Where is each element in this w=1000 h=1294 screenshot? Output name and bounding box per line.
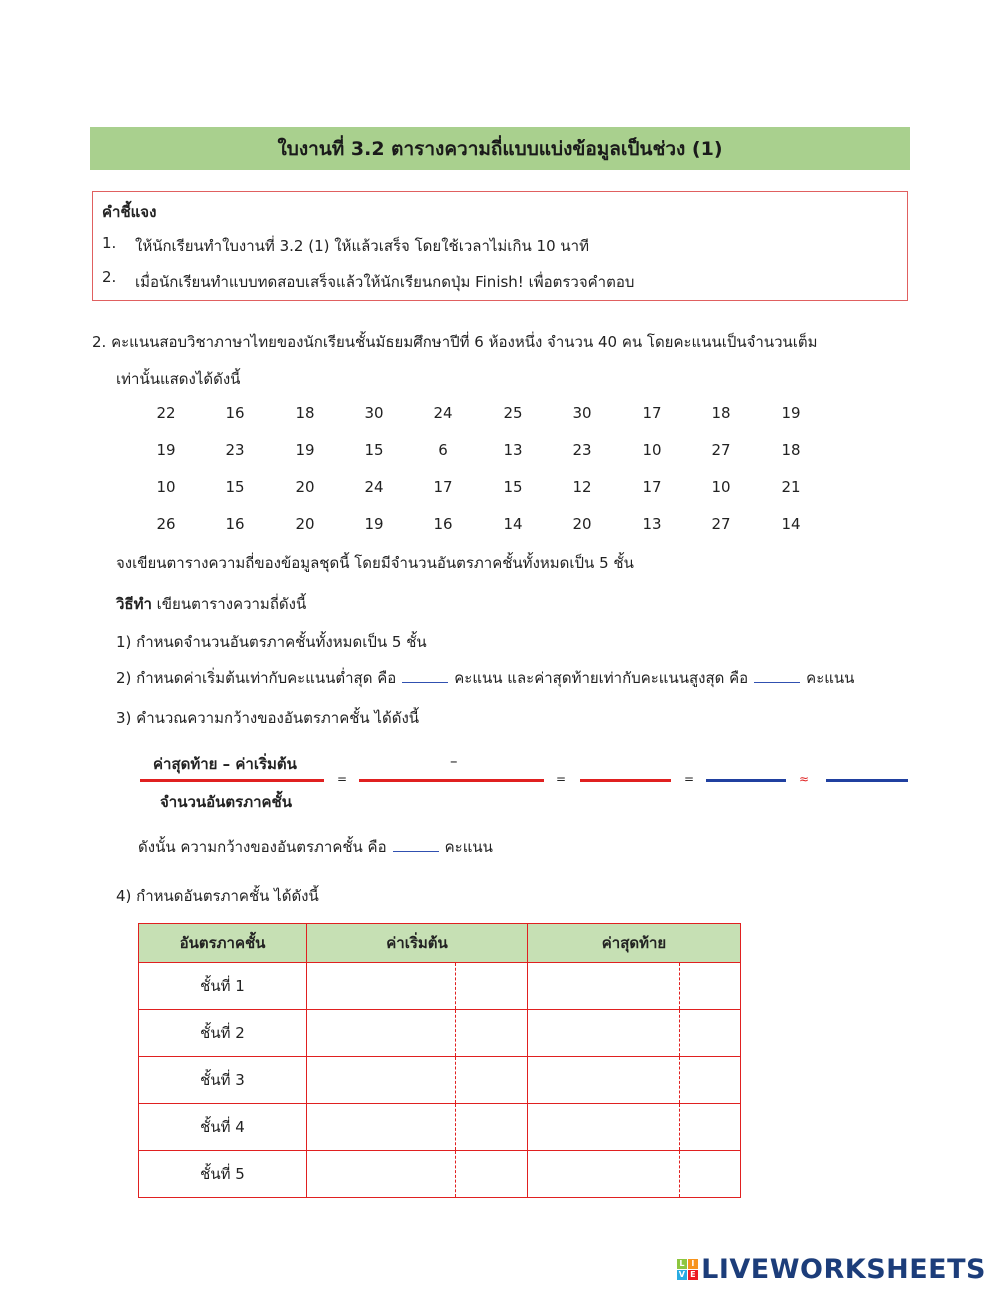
method-text: เขียนตารางความถี่ดังนี้ bbox=[151, 595, 307, 613]
start-value-cell-2[interactable] bbox=[456, 1151, 528, 1198]
interval-label: ชั้นที่ 1 bbox=[139, 963, 307, 1010]
score-value: 24 bbox=[364, 478, 384, 496]
score-value: 17 bbox=[433, 478, 453, 496]
score-value: 30 bbox=[572, 404, 592, 422]
end-value-cell-2[interactable] bbox=[680, 1104, 741, 1151]
score-value: 30 bbox=[364, 404, 384, 422]
step-4: 4) กำหนดอันตรภาคชั้น ได้ดังนี้ bbox=[116, 887, 319, 905]
instruction-text: ให้นักเรียนทำใบงานที่ 3.2 (1) ให้แล้วเสร็จ โดยใช้เวลาไม่เกิน 10 นาที bbox=[135, 237, 589, 255]
answer-blank[interactable] bbox=[706, 779, 786, 782]
score-value: 20 bbox=[572, 515, 592, 533]
score-value: 17 bbox=[642, 478, 662, 496]
score-value: 14 bbox=[781, 515, 801, 533]
equals-sign: = bbox=[556, 772, 567, 786]
start-value-cell-2[interactable] bbox=[456, 1010, 528, 1057]
formula-denominator: จำนวนอันตรภาคชั้น bbox=[160, 793, 292, 811]
minus-sign: – bbox=[450, 752, 458, 770]
step-2-text: คะแนน bbox=[806, 669, 855, 687]
step-2-text: 2) กำหนดค่าเริ่มต้นเท่ากับคะแนนต่ำสุด คือ bbox=[116, 669, 397, 687]
score-value: 16 bbox=[433, 515, 453, 533]
score-value: 18 bbox=[711, 404, 731, 422]
width-blank[interactable] bbox=[393, 837, 439, 852]
score-value: 10 bbox=[156, 478, 176, 496]
end-value-cell-2[interactable] bbox=[680, 1010, 741, 1057]
table-row bbox=[139, 1010, 741, 1057]
interval-label: ชั้นที่ 4 bbox=[139, 1104, 307, 1151]
score-value: 10 bbox=[711, 478, 731, 496]
end-value-cell-2[interactable] bbox=[680, 1151, 741, 1198]
table-row bbox=[139, 1104, 741, 1151]
worksheet-title: ใบงานที่ 3.2 ตารางความถี่แบบแบ่งข้อมูลเป็นช่วง (1) bbox=[90, 127, 910, 170]
logo-text: LIVEWORKSHEETS bbox=[701, 1254, 986, 1285]
start-value-cell[interactable] bbox=[307, 1104, 456, 1151]
score-value: 6 bbox=[438, 441, 448, 459]
interval-label: ชั้นที่ 5 bbox=[139, 1151, 307, 1198]
score-value: 23 bbox=[225, 441, 245, 459]
score-value: 10 bbox=[642, 441, 662, 459]
method-line bbox=[116, 592, 306, 616]
formula-numerator: ค่าสุดท้าย – ค่าเริ่มต้น bbox=[153, 755, 297, 773]
score-value: 24 bbox=[433, 404, 453, 422]
table-row bbox=[139, 1151, 741, 1198]
header-start: ค่าเริ่มต้น bbox=[307, 924, 528, 963]
score-value: 20 bbox=[295, 478, 315, 496]
start-value-cell[interactable] bbox=[307, 963, 456, 1010]
min-score-blank[interactable] bbox=[402, 668, 448, 683]
step-1: 1) กำหนดจำนวนอันตรภาคชั้นทั้งหมดเป็น 5 ชั้น bbox=[116, 633, 427, 651]
question-text-cont: เท่านั้นแสดงได้ดังนี้ bbox=[116, 370, 241, 388]
conclusion-text: คะแนน bbox=[444, 838, 493, 856]
equals-sign: = bbox=[337, 772, 348, 786]
score-value: 23 bbox=[572, 441, 592, 459]
score-value: 15 bbox=[364, 441, 384, 459]
score-value: 16 bbox=[225, 404, 245, 422]
score-value: 26 bbox=[156, 515, 176, 533]
interval-label: ชั้นที่ 2 bbox=[139, 1010, 307, 1057]
start-value-cell[interactable] bbox=[307, 1057, 456, 1104]
score-value: 12 bbox=[572, 478, 592, 496]
instruction-text: เมื่อนักเรียนทำแบบทดสอบเสร็จแล้วให้นักเรียนกดปุ่ม Finish! เพื่อตรวจคำตอบ bbox=[135, 273, 635, 291]
approx-sign: ≈ bbox=[799, 772, 810, 786]
conclusion-text: ดังนั้น ความกว้างของอันตรภาคชั้น คือ bbox=[138, 838, 387, 856]
header-end: ค่าสุดท้าย bbox=[528, 924, 741, 963]
start-value-cell-2[interactable] bbox=[456, 1104, 528, 1151]
table-row bbox=[139, 963, 741, 1010]
end-value-cell[interactable] bbox=[528, 1151, 680, 1198]
start-value-cell[interactable] bbox=[307, 1151, 456, 1198]
instructions-box bbox=[92, 191, 908, 301]
table-row bbox=[139, 1057, 741, 1104]
start-value-cell-2[interactable] bbox=[456, 1057, 528, 1104]
score-value: 19 bbox=[156, 441, 176, 459]
end-value-cell[interactable] bbox=[528, 1104, 680, 1151]
conclusion bbox=[138, 835, 493, 859]
score-value: 25 bbox=[503, 404, 523, 422]
answer-fraction-bar[interactable] bbox=[359, 779, 544, 782]
task-text: จงเขียนตารางความถี่ของข้อมูลชุดนี้ โดยมีจำนวนอันตรภาคชั้นทั้งหมดเป็น 5 ชั้น bbox=[116, 554, 634, 572]
score-value: 18 bbox=[295, 404, 315, 422]
instruction-num: 1. bbox=[102, 234, 117, 252]
answer-blank[interactable] bbox=[826, 779, 908, 782]
score-value: 19 bbox=[295, 441, 315, 459]
liveworksheets-logo bbox=[677, 1254, 986, 1285]
step-3: 3) คำนวณความกว้างของอันตรภาคชั้น ได้ดังนี้ bbox=[116, 709, 420, 727]
end-value-cell[interactable] bbox=[528, 963, 680, 1010]
max-score-blank[interactable] bbox=[754, 668, 800, 683]
instructions-heading: คำชี้แจง bbox=[102, 203, 157, 221]
score-value: 16 bbox=[225, 515, 245, 533]
score-value: 14 bbox=[503, 515, 523, 533]
step-2-text: คะแนน และค่าสุดท้ายเท่ากับคะแนนสูงสุด คือ bbox=[454, 669, 749, 687]
score-value: 13 bbox=[642, 515, 662, 533]
step-2 bbox=[116, 666, 854, 690]
question-text: 2. คะแนนสอบวิชาภาษาไทยของนักเรียนชั้นมัธยมศึกษาปีที่ 6 ห้องหนึ่ง จำนวน 40 คน โดยคะแนนเป็นจำนวนเต็ม bbox=[92, 333, 818, 351]
start-value-cell-2[interactable] bbox=[456, 963, 528, 1010]
end-value-cell[interactable] bbox=[528, 1057, 680, 1104]
score-value: 22 bbox=[156, 404, 176, 422]
score-value: 18 bbox=[781, 441, 801, 459]
header-interval: อันตรภาคชั้น bbox=[139, 924, 307, 963]
instruction-num: 2. bbox=[102, 268, 117, 286]
score-value: 19 bbox=[364, 515, 384, 533]
score-value: 21 bbox=[781, 478, 801, 496]
score-value: 20 bbox=[295, 515, 315, 533]
end-value-cell-2[interactable] bbox=[680, 1057, 741, 1104]
logo-icon: L I V E bbox=[677, 1259, 698, 1280]
score-value: 27 bbox=[711, 515, 731, 533]
method-label: วิธีทำ bbox=[116, 595, 152, 613]
interval-label: ชั้นที่ 3 bbox=[139, 1057, 307, 1104]
score-value: 15 bbox=[503, 478, 523, 496]
score-value: 15 bbox=[225, 478, 245, 496]
equals-sign: = bbox=[684, 772, 695, 786]
end-value-cell-2[interactable] bbox=[680, 963, 741, 1010]
start-value-cell[interactable] bbox=[307, 1010, 456, 1057]
score-value: 13 bbox=[503, 441, 523, 459]
end-value-cell[interactable] bbox=[528, 1010, 680, 1057]
answer-fraction-bar[interactable] bbox=[580, 779, 671, 782]
score-value: 17 bbox=[642, 404, 662, 422]
class-interval-table bbox=[138, 923, 741, 1198]
fraction-bar bbox=[140, 779, 324, 782]
score-value: 27 bbox=[711, 441, 731, 459]
score-value: 19 bbox=[781, 404, 801, 422]
